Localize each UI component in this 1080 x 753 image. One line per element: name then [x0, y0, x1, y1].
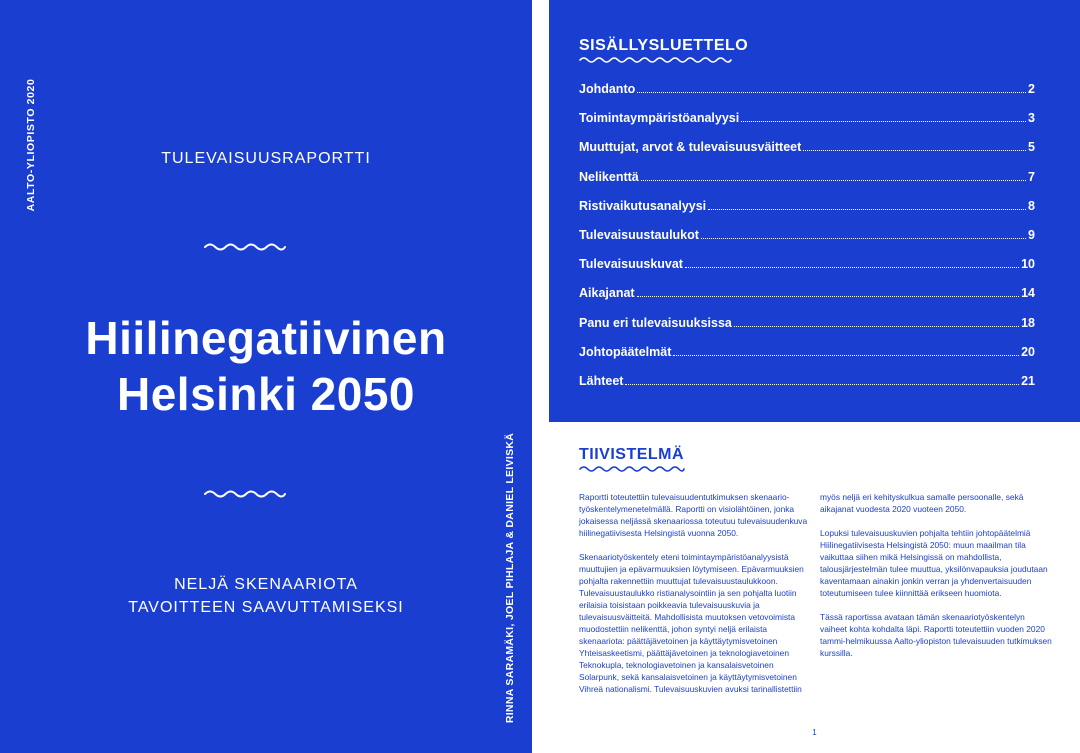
toc-leader-dots [637, 92, 1026, 93]
toc-leader-dots [625, 384, 1019, 385]
toc-entry-title: Lähteet [579, 373, 624, 388]
toc-leader-dots [673, 355, 1019, 356]
toc-entry-page: 3 [1028, 111, 1035, 126]
cover-title-line-2: Helsinki 2050 [116, 368, 416, 420]
toc-leader-dots [741, 121, 1026, 122]
wave-underline-icon [579, 55, 732, 65]
toc-entry[interactable] [579, 228, 1035, 257]
cover-report-type: TULEVAISUUSRAPORTTI [161, 150, 371, 167]
abstract-column-right [820, 491, 1053, 671]
toc-entry-page: 21 [1021, 373, 1035, 388]
toc-entry[interactable] [579, 82, 1035, 111]
wave-underline-icon [579, 464, 685, 474]
toc-entry[interactable] [579, 286, 1035, 315]
toc-entry-title: Nelikenttä [579, 169, 639, 184]
cover-title [0, 310, 532, 422]
toc-entry[interactable] [579, 140, 1035, 169]
toc-entry-title: Muuttujat, arvot & tulevaisuusväitteet [579, 140, 802, 155]
cover-subtitle [0, 573, 532, 619]
cover-subtitle-line-2: TAVOITTEEN SAAVUTTAMISEKSI [128, 599, 404, 616]
toc-entry[interactable] [579, 345, 1035, 374]
wave-divider-icon [204, 241, 286, 253]
toc-entry[interactable] [579, 111, 1035, 140]
toc-entry-page: 7 [1028, 169, 1035, 184]
abstract-page [549, 422, 1080, 753]
toc-entry-page: 20 [1021, 344, 1035, 359]
toc-entry-page: 5 [1028, 140, 1035, 155]
toc-entry[interactable] [579, 374, 1035, 403]
abstract-column-left [579, 491, 812, 707]
abstract-paragraph: myös neljä eri kehityskulkua samalle persoonalle, sekä aikajanat vuodesta 2020 vuoteen 2050. [820, 492, 1024, 514]
toc-entry-title: Johdanto [579, 82, 636, 96]
toc-entry-page: 14 [1021, 286, 1035, 301]
abstract-paragraph: Tässä raportissa avataan tämän skenaariotyöskentelyn vaiheet kohta kohdalta läpi. Raportti toteutettiin vuoden 2020 tammi-helmikuussa Aalto-yliopiston tulevaisuuden tutkimuksen kurssilla. [820, 612, 1052, 658]
cover-side-label-authors: RINNA SARAMÄKI, JOEL PIHLAJA & DANIEL LEIVISKÄ [504, 432, 516, 724]
toc-entry-page: 9 [1028, 227, 1035, 242]
toc-entry-page: 8 [1028, 198, 1035, 213]
toc-entry-page: 10 [1021, 257, 1035, 272]
toc-entry[interactable] [579, 199, 1035, 228]
toc-leader-dots [641, 180, 1026, 181]
toc-entry-title: Aikajanat [579, 286, 635, 301]
toc-entry-title: Panu eri tulevaisuuksissa [579, 315, 732, 330]
toc-entry[interactable] [579, 170, 1035, 199]
toc-list [579, 82, 1035, 403]
toc-entry-page: 18 [1021, 315, 1035, 330]
toc-leader-dots [701, 238, 1026, 239]
toc-leader-dots [637, 296, 1020, 297]
toc-entry-title: Johtopäätelmät [579, 344, 672, 359]
cover-page [0, 0, 532, 753]
toc-leader-dots [685, 267, 1019, 268]
toc-entry-title: Tulevaisuustaulukot [579, 227, 699, 242]
abstract-heading: TIIVISTELMÄ [579, 446, 685, 463]
abstract-paragraph: Lopuksi tulevaisuuskuvien pohjalta tehtiin johtopäätelmiä Hiilinegatiivisesta Helsingistä 2050: muun maailman tila vaikuttaa siihen mikä Helsingissä on mahdollista, talousjärjestelmän tulee muuttua, yksilönvapauksia joudutaan kaventamaan ainakin jonkin verran ja yhdenvertaisuuden toteutumiseen tulee kiinnittää erikseen huomiota. [820, 528, 1048, 598]
toc-leader-dots [803, 150, 1026, 151]
cover-subtitle-line-1: NELJÄ SKENAARIOTA [174, 576, 358, 593]
toc-heading: SISÄLLYSLUETTELO [579, 37, 749, 54]
page-number: 1 [812, 728, 817, 737]
cover-title-line-1: Hiilinegatiivinen [85, 312, 447, 364]
toc-leader-dots [708, 209, 1026, 210]
toc-entry[interactable] [579, 257, 1035, 286]
toc-entry-title: Ristivaikutusanalyysi [579, 198, 707, 213]
toc-entry-title: Tulevaisuuskuvat [579, 257, 683, 272]
cover-side-label-university: AALTO-YLIOPISTO 2020 [25, 78, 37, 212]
abstract-paragraph: Skenaariotyöskentely eteni toimintaympäristöanalyysistä muuttujien ja epävarmuuksien löytymiseen. Epävarmuuksien pohjalta rakennettiin muuttujat tulevaisuustaulukkoon. Tulevaisuustaulukko ristianalysointiin ja sen pohjalta luotiin erilaisia toisistaan poikkeavia tulevaisuuskuvia ja tulevaisuusväitteitä. Mahdollisista muutoksen vetovoimista muodostettiin nelikenttä, johon syntyi neljä erilaista skenaariota: päättäjävetoinen ja käyttäytymisvetoinen Yhteisaskeetismi, päättäjävetoinen ja teknologiavetoinen Teknokupla, teknologiavetoinen ja kansalaisvetoinen Solarpunk, sekä kansalaisvetoinen ja käyttäytymisvetoinen Vihreä nationalismi. Tulevaisuuskuvien avuksi tarinallistettiin [579, 552, 804, 694]
table-of-contents-page [549, 0, 1080, 422]
toc-entry-title: Toimintaympäristöanalyysi [579, 111, 740, 126]
wave-divider-icon [204, 488, 286, 500]
abstract-paragraph: Raportti toteutettiin tulevaisuudentutkimuksen skenaario-työskentelymenetelmällä. Raportti on visiolähtöinen, jonka jokaisessa neljässä skenaariossa toteutuu tulevaisuudenkuva hiilinegatiivisesta Helsingistä vuonna 2050. [579, 492, 808, 538]
toc-entry[interactable] [579, 316, 1035, 345]
toc-leader-dots [734, 326, 1019, 327]
toc-entry-page: 2 [1028, 82, 1035, 96]
